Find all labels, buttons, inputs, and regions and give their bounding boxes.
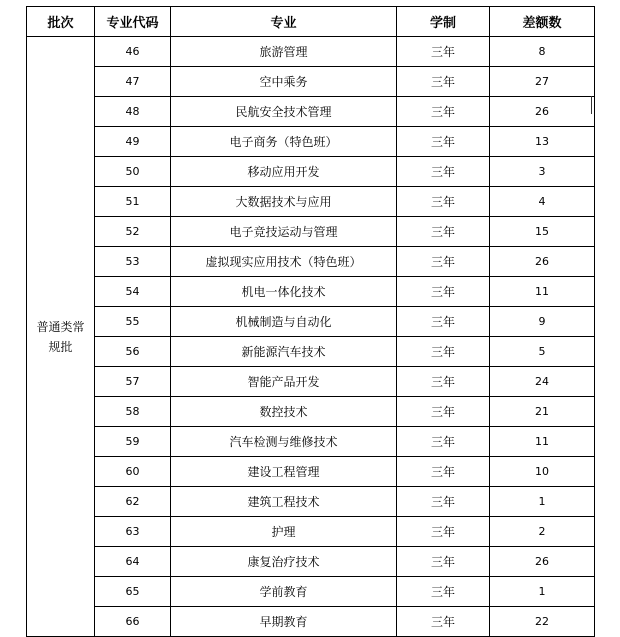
major-name-cell: 大数据技术与应用 xyxy=(171,187,397,217)
major-name-cell: 智能产品开发 xyxy=(171,367,397,397)
duration-cell: 三年 xyxy=(397,367,490,397)
major-code-cell: 64 xyxy=(95,547,171,577)
batch-cell: 普通类常规批 xyxy=(27,37,95,637)
header-duration: 学制 xyxy=(397,7,490,37)
shortfall-count-cell: 15 xyxy=(490,217,595,247)
duration-cell: 三年 xyxy=(397,397,490,427)
duration-cell: 三年 xyxy=(397,127,490,157)
duration-cell: 三年 xyxy=(397,157,490,187)
header-major-code: 专业代码 xyxy=(95,7,171,37)
duration-cell: 三年 xyxy=(397,547,490,577)
shortfall-count-cell: 8 xyxy=(490,37,595,67)
major-name-cell: 电子竞技运动与管理 xyxy=(171,217,397,247)
table-row xyxy=(27,157,595,187)
duration-cell: 三年 xyxy=(397,217,490,247)
major-name-cell: 建设工程管理 xyxy=(171,457,397,487)
major-name-cell: 新能源汽车技术 xyxy=(171,337,397,367)
major-name-cell: 移动应用开发 xyxy=(171,157,397,187)
duration-cell: 三年 xyxy=(397,337,490,367)
duration-cell: 三年 xyxy=(397,307,490,337)
duration-cell: 三年 xyxy=(397,457,490,487)
duration-cell: 三年 xyxy=(397,517,490,547)
duration-cell: 三年 xyxy=(397,487,490,517)
major-code-cell: 58 xyxy=(95,397,171,427)
table-row xyxy=(27,127,595,157)
duration-cell: 三年 xyxy=(397,577,490,607)
shortfall-count-cell: 1 xyxy=(490,487,595,517)
table-row xyxy=(27,577,595,607)
table-row xyxy=(27,67,595,97)
shortfall-count-cell: 10 xyxy=(490,457,595,487)
major-code-cell: 55 xyxy=(95,307,171,337)
shortfall-count-cell: 11 xyxy=(490,277,595,307)
major-name-cell: 空中乘务 xyxy=(171,67,397,97)
table-row xyxy=(27,517,595,547)
table-row xyxy=(27,547,595,577)
shortfall-count-cell: 26 xyxy=(490,547,595,577)
major-name-cell: 机电一体化技术 xyxy=(171,277,397,307)
major-name-cell: 数控技术 xyxy=(171,397,397,427)
major-code-cell: 46 xyxy=(95,37,171,67)
table-row xyxy=(27,367,595,397)
major-code-cell: 51 xyxy=(95,187,171,217)
duration-cell: 三年 xyxy=(397,277,490,307)
table-row xyxy=(27,457,595,487)
duration-cell: 三年 xyxy=(397,427,490,457)
major-name-cell: 康复治疗技术 xyxy=(171,547,397,577)
table-row xyxy=(27,607,595,637)
table-row xyxy=(27,217,595,247)
major-code-cell: 56 xyxy=(95,337,171,367)
major-code-cell: 53 xyxy=(95,247,171,277)
shortfall-count-cell: 21 xyxy=(490,397,595,427)
duration-cell: 三年 xyxy=(397,247,490,277)
major-code-cell: 50 xyxy=(95,157,171,187)
major-code-cell: 54 xyxy=(95,277,171,307)
shortfall-count-cell: 5 xyxy=(490,337,595,367)
table-row xyxy=(27,397,595,427)
admission-table-container xyxy=(26,6,595,637)
major-name-cell: 虚拟现实应用技术（特色班） xyxy=(171,247,397,277)
table-row xyxy=(27,337,595,367)
major-name-cell: 学前教育 xyxy=(171,577,397,607)
shortfall-count-cell: 11 xyxy=(490,427,595,457)
header-shortfall-count: 差额数 xyxy=(490,7,595,37)
duration-cell: 三年 xyxy=(397,37,490,67)
shortfall-count-cell: 22 xyxy=(490,607,595,637)
duration-cell: 三年 xyxy=(397,67,490,97)
table-header-row xyxy=(27,7,595,37)
table-row xyxy=(27,277,595,307)
major-code-cell: 57 xyxy=(95,367,171,397)
major-name-cell: 建筑工程技术 xyxy=(171,487,397,517)
text-cursor xyxy=(591,96,592,114)
table-row xyxy=(27,307,595,337)
major-code-cell: 59 xyxy=(95,427,171,457)
major-name-cell: 汽车检测与维修技术 xyxy=(171,427,397,457)
header-major: 专业 xyxy=(171,7,397,37)
major-code-cell: 62 xyxy=(95,487,171,517)
shortfall-count-cell: 1 xyxy=(490,577,595,607)
shortfall-count-cell: 4 xyxy=(490,187,595,217)
admission-table xyxy=(26,6,595,637)
major-code-cell: 66 xyxy=(95,607,171,637)
shortfall-count-cell: 26 xyxy=(490,247,595,277)
major-name-cell: 民航安全技术管理 xyxy=(171,97,397,127)
major-name-cell: 护理 xyxy=(171,517,397,547)
shortfall-count-cell: 24 xyxy=(490,367,595,397)
table-row xyxy=(27,427,595,457)
duration-cell: 三年 xyxy=(397,97,490,127)
shortfall-count-cell: 13 xyxy=(490,127,595,157)
shortfall-count-cell: 2 xyxy=(490,517,595,547)
duration-cell: 三年 xyxy=(397,187,490,217)
shortfall-count-cell: 26 xyxy=(490,97,595,127)
major-code-cell: 65 xyxy=(95,577,171,607)
major-name-cell: 旅游管理 xyxy=(171,37,397,67)
table-row xyxy=(27,247,595,277)
duration-cell: 三年 xyxy=(397,607,490,637)
major-name-cell: 电子商务（特色班） xyxy=(171,127,397,157)
major-code-cell: 63 xyxy=(95,517,171,547)
table-row xyxy=(27,487,595,517)
table-row xyxy=(27,187,595,217)
major-code-cell: 60 xyxy=(95,457,171,487)
major-code-cell: 47 xyxy=(95,67,171,97)
table-body xyxy=(27,37,595,637)
major-code-cell: 52 xyxy=(95,217,171,247)
header-batch: 批次 xyxy=(27,7,95,37)
table-row xyxy=(27,97,595,127)
major-name-cell: 机械制造与自动化 xyxy=(171,307,397,337)
shortfall-count-cell: 27 xyxy=(490,67,595,97)
major-code-cell: 49 xyxy=(95,127,171,157)
major-code-cell: 48 xyxy=(95,97,171,127)
major-name-cell: 早期教育 xyxy=(171,607,397,637)
shortfall-count-cell: 9 xyxy=(490,307,595,337)
shortfall-count-cell: 3 xyxy=(490,157,595,187)
table-row xyxy=(27,37,595,67)
